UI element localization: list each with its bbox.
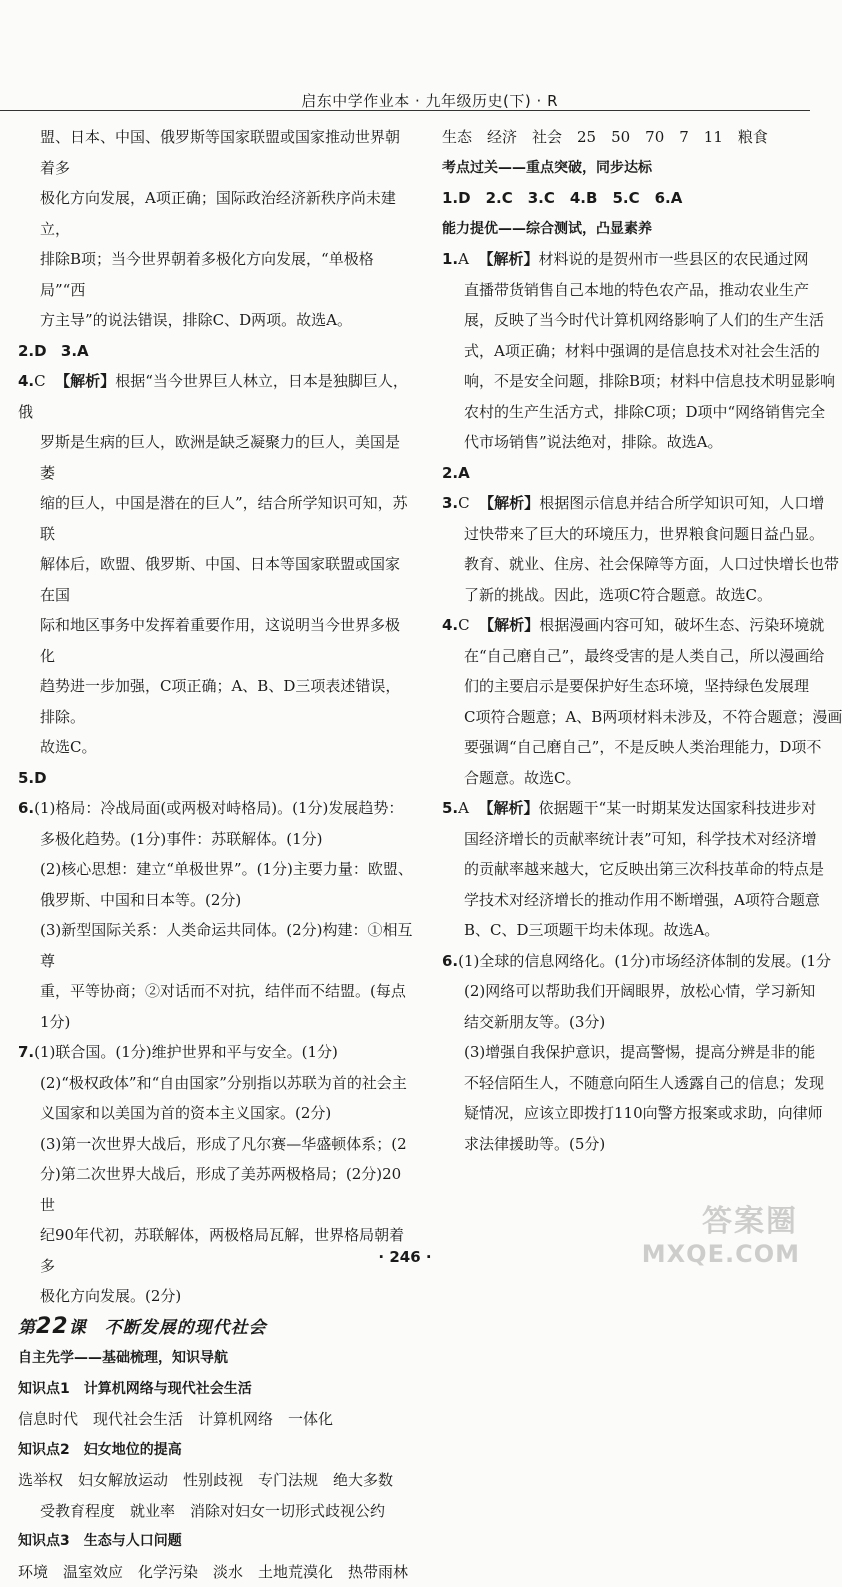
- analysis-tag: 【解析】: [55, 372, 115, 390]
- answer-letter: A: [458, 250, 469, 268]
- text-line: 分)第二次世界大战后，形成了美苏两极格局；(2分)20世: [18, 1159, 414, 1220]
- text-line: 材料说的是贺州市一些县区的农民通过网: [539, 250, 809, 268]
- watermark-url: MXQE.COM: [620, 1240, 800, 1268]
- text-line: (3)第一次世界大战后，形成了凡尔赛—华盛顿体系；(2: [18, 1129, 414, 1160]
- text-line: (3)新型国际关系：人类命运共同体。(2分)构建：①相互尊: [18, 915, 414, 976]
- text-line: 解体后，欧盟、俄罗斯、中国、日本等国家联盟或国家在国: [18, 549, 414, 610]
- text-line: 合题意。故选C。: [442, 763, 810, 794]
- analysis-tag: 【解析】: [479, 616, 539, 634]
- question-number: 7.: [18, 1043, 34, 1061]
- answer-2: 2.D: [18, 342, 47, 360]
- keyword-line: 环境 温室效应 化学污染 淡水 土地荒漠化 热带雨林: [18, 1557, 414, 1587]
- text-line: B、C、D三项题干均未体现。故选A。: [442, 915, 810, 946]
- text-line: 根据漫画内容可知，破坏生态、污染环境就: [539, 616, 824, 634]
- lesson-prefix: 第: [18, 1318, 36, 1338]
- text-line: 过快带来了巨大的环境压力，世界粮食问题日益凸显。: [442, 519, 810, 550]
- question-number: 6.: [442, 952, 458, 970]
- question-number: 1.: [442, 250, 458, 268]
- text-line: 直播带货销售自己本地的特色农产品，推动农业生产: [442, 275, 810, 306]
- keyword-line: 生态 经济 社会 25 50 70 7 11 粮食: [442, 122, 810, 153]
- answer-letter: C: [458, 494, 469, 512]
- question-6: [442, 946, 810, 977]
- text-line: 在“自己磨自己”，最终受害的是人类自己，所以漫画给: [442, 641, 810, 672]
- text-line: 根据“当今世界巨人林立，日本是独脚巨人，俄: [18, 372, 408, 421]
- text-line: 俄罗斯、中国和日本等。(2分): [18, 885, 414, 916]
- text-line: 了新的挑战。因此，选项C符合题意。故选C。: [442, 580, 810, 611]
- text-line: 根据图示信息并结合所学知识可知，人口增: [539, 494, 824, 512]
- text-line: 展，反映了当今时代计算机网络影响了人们的生产生活: [442, 305, 810, 336]
- answer-line-2-3: [18, 336, 414, 367]
- text-line: 故选C。: [18, 732, 414, 763]
- analysis-tag: 【解析】: [479, 250, 539, 268]
- keyword-line: 受教育程度 就业率 消除对妇女一切形式歧视公约: [18, 1496, 414, 1527]
- text-line: C项符合题意；A、B两项材料未涉及，不符合题意；漫画: [442, 702, 810, 733]
- header-rule: [0, 110, 810, 111]
- text-line: 式，A项正确；材料中强调的是信息技术对社会生活的: [442, 336, 810, 367]
- text-line: 们的主要启示是要保护好生态环境，坚持绿色发展理: [442, 671, 810, 702]
- lesson-name: 课 不断发展的现代社会: [69, 1318, 267, 1338]
- question-number: 6.: [18, 799, 34, 817]
- text-line: 响，不是安全问题，排除B项；材料中信息技术明显影响: [442, 366, 810, 397]
- answer-letter: A: [458, 799, 469, 817]
- text-line: 际和地区事务中发挥着重要作用，这说明当今世界多极化: [18, 610, 414, 671]
- text-line: (1)全球的信息网络化。(1分)市场经济体制的发展。(1分: [458, 952, 831, 970]
- text-line: 农村的生产生活方式，排除C项；D项中“网络销售完全: [442, 397, 810, 428]
- text-line: 依据题干“某一时期某发达国家科技进步对: [539, 799, 817, 817]
- question-3: [442, 488, 810, 519]
- text-line: 学技术对经济增长的推动作用不断增强，A项符合题意: [442, 885, 810, 916]
- text-line: 纪90年代初，苏联解体，两极格局瓦解，世界格局朝着多: [18, 1220, 414, 1281]
- text-line: 的贡献率越来越大，它反映出第三次科技革命的特点是: [442, 854, 810, 885]
- answer-list: 1.D 2.C 3.C 4.B 5.C 6.A: [442, 183, 810, 214]
- text-line: 教育、就业、住房、社会保障等方面，人口过快增长也带: [442, 549, 810, 580]
- knowledge-point-title: 知识点2 妇女地位的提高: [18, 1435, 414, 1466]
- analysis-tag: 【解析】: [479, 494, 539, 512]
- keyword-line: 信息时代 现代社会生活 计算机网络 一体化: [18, 1404, 414, 1435]
- answer-2: 2.A: [442, 458, 810, 489]
- text-line: 不轻信陌生人，不随意向陌生人透露自己的信息；发现: [442, 1068, 810, 1099]
- page-number: · 246 ·: [0, 1248, 810, 1266]
- text-line: 趋势进一步加强，C项正确；A、B、D三项表述错误，排除。: [18, 671, 414, 732]
- left-column: [18, 122, 414, 1240]
- question-number: 3.: [442, 494, 458, 512]
- question-6: [18, 793, 414, 824]
- header-title: 启东中学作业本 · 九年级历史(下) · R: [301, 90, 558, 111]
- question-5: [442, 793, 810, 824]
- text-line: 罗斯是生病的巨人，欧洲是缺乏凝聚力的巨人，美国是萎: [18, 427, 414, 488]
- text-line: 代市场销售”说法绝对，排除。故选A。: [442, 427, 810, 458]
- question-4: [18, 366, 414, 427]
- analysis-tag: 【解析】: [479, 799, 539, 817]
- keyword-line: 选举权 妇女解放运动 性别歧视 专门法规 绝大多数: [18, 1465, 414, 1496]
- page-header: [0, 88, 810, 110]
- section-heading: 能力提优——综合测试，凸显素养: [442, 214, 810, 245]
- section-heading: 考点过关——重点突破，同步达标: [442, 153, 810, 184]
- text-line: (2)“极权政体”和“自由国家”分别指以苏联为首的社会主: [18, 1068, 414, 1099]
- question-number: 4.: [442, 616, 458, 634]
- text-line: 排除B项；当今世界朝着多极化方向发展，“单极格局”“西: [18, 244, 414, 305]
- question-4: [442, 610, 810, 641]
- text-line: 多极化趋势。(1分)事件：苏联解体。(1分): [18, 824, 414, 855]
- watermark-text: 答案圈: [620, 1196, 798, 1240]
- question-number: 4.: [18, 372, 34, 390]
- lesson-title: [18, 1312, 414, 1344]
- text-line: (1)联合国。(1分)维护世界和平与安全。(1分): [34, 1043, 338, 1061]
- knowledge-point-title: 知识点1 计算机网络与现代社会生活: [18, 1374, 414, 1405]
- text-line: 极化方向发展。(2分): [18, 1281, 414, 1312]
- text-line: 极化方向发展，A项正确；国际政治经济新秩序尚未建立，: [18, 183, 414, 244]
- text-line: 盟、日本、中国、俄罗斯等国家联盟或国家推动世界朝着多: [18, 122, 414, 183]
- text-line: 要强调“自己磨自己”，不是反映人类治理能力，D项不: [442, 732, 810, 763]
- text-line: (2)网络可以帮助我们开阔眼界，放松心情，学习新知: [442, 976, 810, 1007]
- text-line: 义国家和以美国为首的资本主义国家。(2分): [18, 1098, 414, 1129]
- text-line: 方主导”的说法错误，排除C、D两项。故选A。: [18, 305, 414, 336]
- right-column: [442, 122, 810, 1240]
- lesson-number: 22: [36, 1314, 69, 1339]
- text-line: 结交新朋友等。(3分): [442, 1007, 810, 1038]
- answer-3: 3.A: [61, 342, 89, 360]
- text-line: 缩的巨人，中国是潜在的巨人”，结合所学知识可知，苏联: [18, 488, 414, 549]
- question-7: [18, 1037, 414, 1068]
- answer-5: [18, 763, 414, 794]
- question-number: 5.: [442, 799, 458, 817]
- text-line: 重，平等协商；②对话而不对抗，结伴而不结盟。(每点1分): [18, 976, 414, 1037]
- answer-5-text: 5.D: [18, 769, 47, 787]
- text-line: (2)核心思想：建立“单极世界”。(1分)主要力量：欧盟、: [18, 854, 414, 885]
- text-line: 国经济增长的贡献率统计表”可知，科学技术对经济增: [442, 824, 810, 855]
- text-line: (1)格局：冷战局面(或两极对峙格局)。(1分)发展趋势：: [34, 799, 403, 817]
- text-line: 求法律援助等。(5分): [442, 1129, 810, 1160]
- answer-letter: C: [34, 372, 45, 390]
- section-heading: 自主先学——基础梳理，知识导航: [18, 1343, 414, 1374]
- text-line: (3)增强自我保护意识，提高警惕，提高分辨是非的能: [442, 1037, 810, 1068]
- text-line: 疑情况，应该立即拨打110向警方报案或求助，向律师: [442, 1098, 810, 1129]
- question-1: [442, 244, 810, 275]
- knowledge-point-title: 知识点3 生态与人口问题: [18, 1526, 414, 1557]
- answer-letter: C: [458, 616, 469, 634]
